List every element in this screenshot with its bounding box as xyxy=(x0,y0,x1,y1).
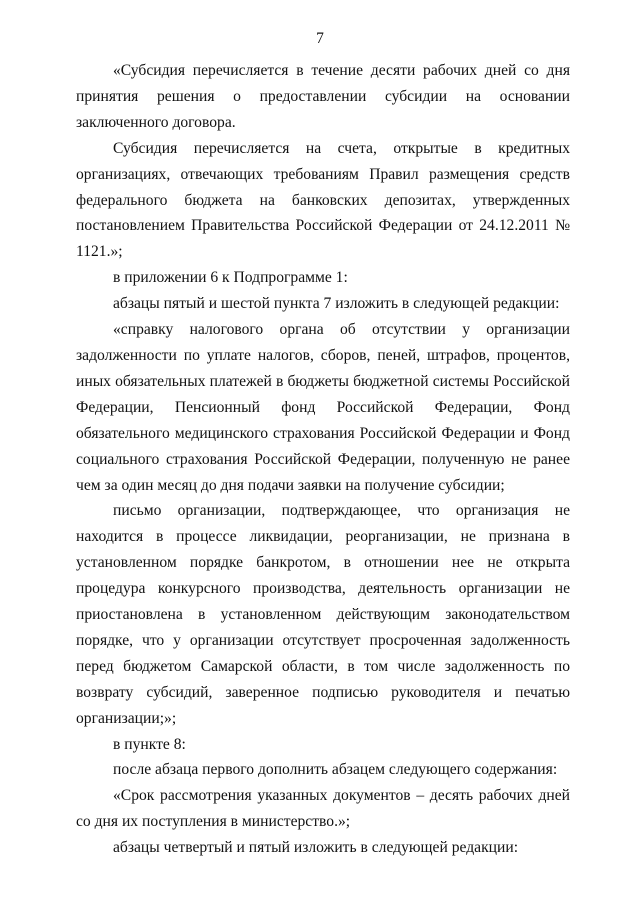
paragraph-subsidy-transfer-term: «Субсидия перечисляется в течение десяти рабочих дней со дня принятия решения о предоставлении субсидии на основании заключенного договора. xyxy=(76,62,570,131)
paragraph-tax-certificate: «справку налогового органа об отсутствии у организации задолженности по уплате налогов, сборов, пеней, штрафов, процентов, иных обязательных платежей в бюджеты бюджетной системы Российской Федерации, Пенсионный фонд Российской Федерации, Фонд обязательного медицинского страхования Российской Федерации и Фонд социального страхования Российской Федерации, полученную не ранее чем за один месяц до дня подачи заявки на получение субсидии; xyxy=(76,321,570,494)
paragraph-review-term: «Срок рассмотрения указанных документов – десять рабочих дней со дня их поступления в министерство.»; xyxy=(76,787,570,831)
paragraph-organization-letter: письмо организации, подтверждающее, что организация не находится в процессе ликвидации, реорганизации, не признана в установленном порядке банкротом, в отношении нее не открыта процедура конкурсного производства, деятельность организации не приостановлена в установленном действующим законодательством порядке, что у организации отсутствует просроченная задолженность перед бюджетом Самарской области, в том числе задолженность по возврату субсидий, заверенное подписью руководителя и печатью организации;»; xyxy=(76,502,570,727)
paragraph-fourth-fifth-edit: абзацы четвертый и пятый изложить в следующей редакции: xyxy=(113,839,519,857)
paragraph-item-7-edit: абзацы пятый и шестой пункта 7 изложить в следующей редакции: xyxy=(113,295,560,313)
paragraph-add-after-first: после абзаца первого дополнить абзацем следующего содержания: xyxy=(113,761,558,779)
paragraph-item-8: в пункте 8: xyxy=(113,735,186,753)
paragraph-appendix-6: в приложении 6 к Подпрограмме 1: xyxy=(113,269,348,287)
document-body xyxy=(76,58,570,861)
paragraph-subsidy-accounts: Субсидия перечисляется на счета, открытые в кредитных организациях, отвечающих требованиям Правил размещения средств федерального бюджета на банковских депозитах, утвержденных постановлением Правительства Российской Федерации от 24.12.2011 № 1121.»; xyxy=(76,139,570,261)
page-number: 7 xyxy=(316,30,324,47)
